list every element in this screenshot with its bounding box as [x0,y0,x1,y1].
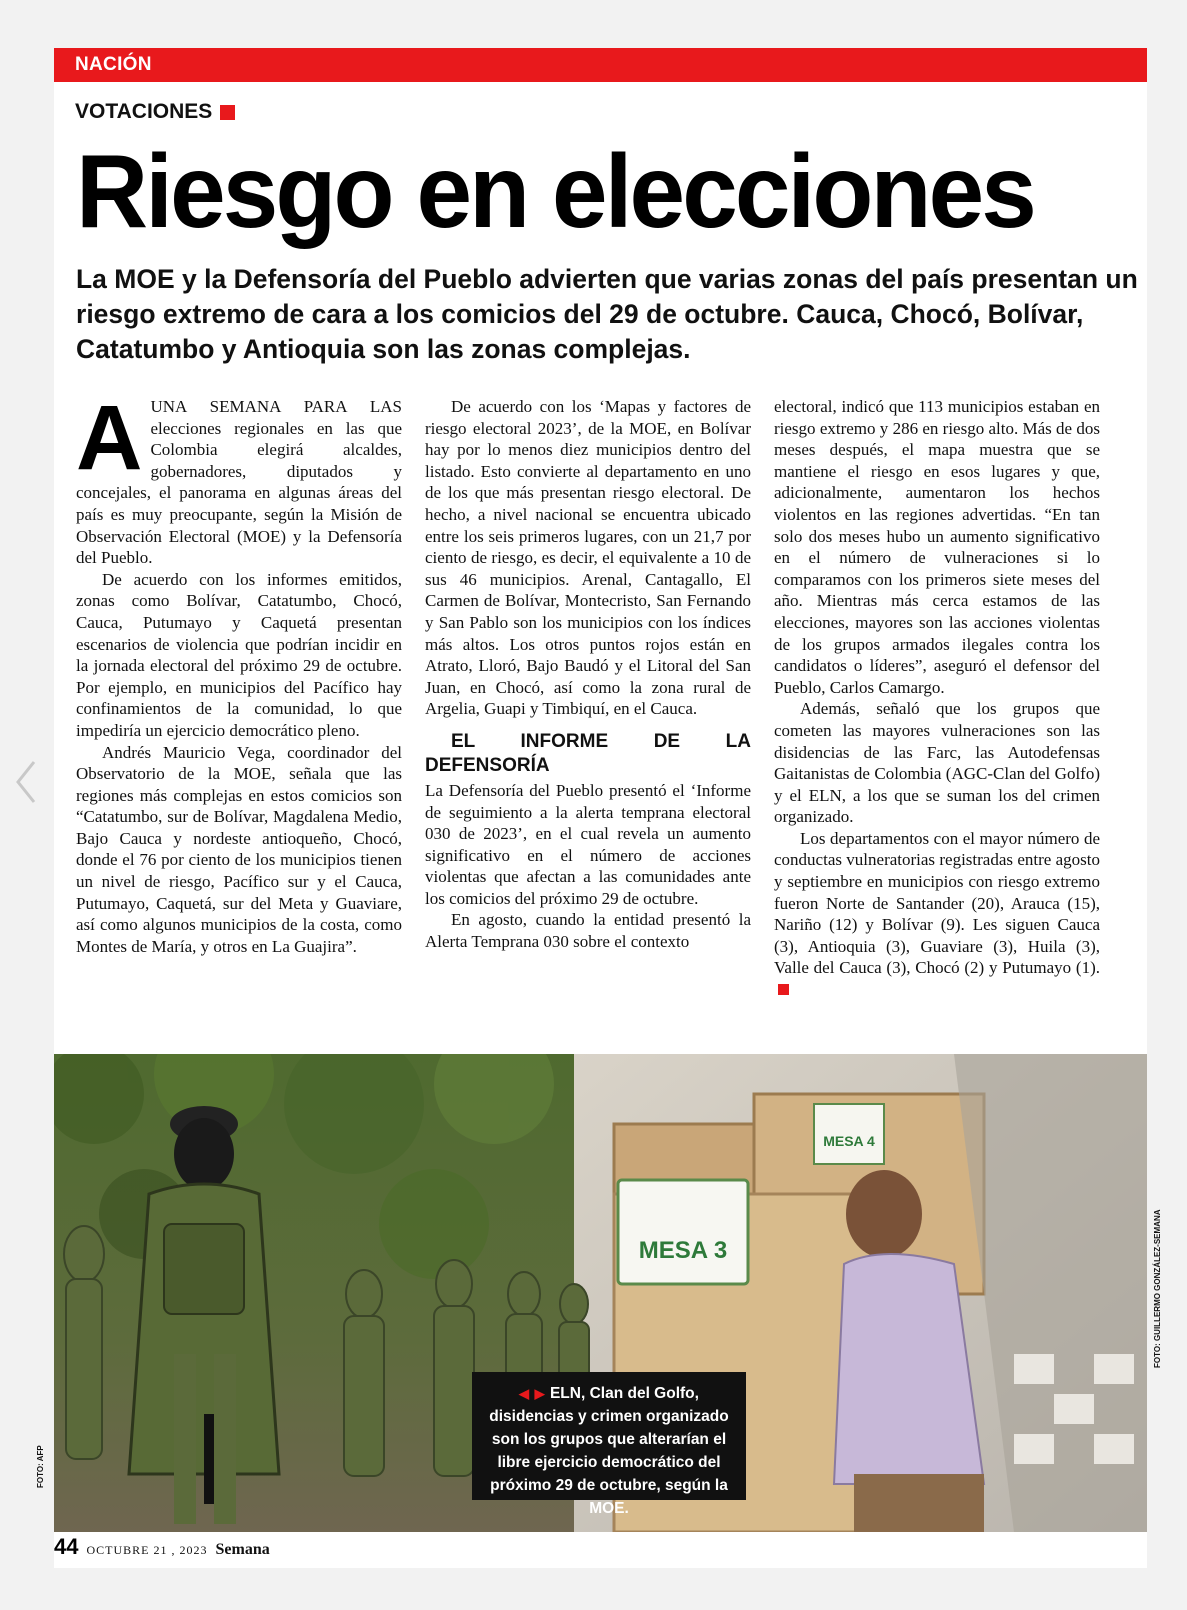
end-mark-icon [778,984,789,995]
paragraph-7: Además, señaló que los grupos que cometen las mayores vulneraciones son las disidencias de las Farc, las Autodefensas Gaitanistas de Colombia (AGC-Clan del Golfo) y el ELN, a los que se suman los del crimen organizado. [774,699,1100,827]
photo-caption [472,1372,746,1517]
paragraph-6-continued: electoral, indicó que 113 municipios estaban en riesgo extremo y 286 en riesgo alto. Más de dos meses después, el mapa muestra que se mantiene el riesgo en esos lugares y que, adicionalmente, aumentaron los hechos violentos en las regiones advertidas. “En tan solo dos meses hubo un aumento significativo en el número de vulneraciones si lo comparamos con los primeros siete meses del año. Mientras más cerca estamos de las elecciones, mayores son las acciones violentas de los grupos armados ilegales contra los candidatos o líderes”, aseguró el defensor del Pueblo, Carlos Camargo. [774,397,1100,697]
paragraph-1-lead: UNA SEMANA PARA LAS [150,397,402,416]
paragraph-4: De acuerdo con los ‘Mapas y factores de riesgo electoral 2023’, de la MOE, en Bolívar hay por lo menos diez municipios dentro del listado. Esto convierte al departamento en uno de los que más presentan riesgo electoral. De hecho, a nivel nacional se encuentra ubicado entre los seis primeros lugares, con un 21,7 por ciento de riesgo, es decir, el equivalente a 10 de sus 46 municipios. Arenal, Cantagallo, El Carmen de Bolívar, Montecristo, San Fernando y San Pablo son los municipios con los índices más altos. Los otros puntos rojos están en Atrato, Lloró, Bajo Baudó y el Litoral del San Juan, en Chocó, así como la zona rural de Argelia, Guapi y Timbiquí, en el Cauca. [425,397,751,719]
page-footer [54,1534,270,1564]
caption-arrows-icon: ◀ ▶ [519,1386,546,1401]
paragraph-5: La Defensoría del Pueblo presentó el ‘Informe de seguimiento a la alerta temprana electoral 030 de 2023’, en el cual revela un aumento significativo en el número de acciones violentas que afectan a las comunidades ante los comicios del próximo 29 de octubre. [425,780,751,908]
deck: La MOE y la Defensoría del Pueblo advierten que varias zonas del país presentan un riesgo extremo de cara a los comicios del 29 de octubre. Cauca, Chocó, Bolívar, Catatumbo y Antioquia son las zonas complejas. [76,264,1138,364]
article-column-2 [425,396,751,953]
article-column-1 [76,387,402,957]
sign-mesa-3: MESA 3 [638,1237,728,1264]
paragraph-6: En agosto, cuando la entidad presentó la Alerta Temprana 030 sobre el contexto [425,910,751,952]
paragraph-1-rest: elecciones regionales en las que Colombia elegirá alcaldes, gobernadores, diputados y concejales, el panorama en algunas áreas del país es muy preocupante, según la Misión de Observación Electoral (MOE) y la Defensoría del Pueblo. [76,418,402,568]
section-label: NACIÓN [75,54,152,75]
sign-mesa-4: MESA 4 [823,1133,875,1149]
previous-page-arrow-icon[interactable] [14,758,38,806]
kicker [75,100,235,124]
paragraph-8-text: Los departamentos con el mayor número de conductas vulneratorias registradas entre agosto y septiembre en municipios con riesgo extremo fueron Norte de Santander (20), Arauca (15), Nariño (12) y Bolívar (9). Les siguen Cauca (3), Antioquia (3), Guaviare (3), Huila (3), Valle del Cauca (3), Chocó (2) y Putumayo (1). [774,828,1100,978]
kicker-square-icon [220,105,235,120]
subhead: EL INFORME DE LA DEFENSORÍA [425,730,751,776]
photo-credit-right: FOTO: GUILLERMO GONZÁLEZ-SEMANA [1153,1209,1162,1368]
page-number: 44 [54,1534,79,1559]
magazine-page [36,48,1162,1568]
photo-credit-left: FOTO: AFP [36,1445,45,1488]
article-column-3 [774,396,1100,1001]
paragraph-1 [76,387,402,569]
kicker-label: VOTACIONES [75,100,213,123]
dropcap: A [76,387,143,489]
issue-date: OCTUBRE 21 , 2023 [86,1543,208,1557]
paragraph-2: De acuerdo con los informes emitidos, zonas como Bolívar, Catatumbo, Chocó, Cauca, Putumayo y Caquetá presentan escenarios de violencia que podrían incidir en la jornada electoral del próximo 29 de octubre. Por ejemplo, en municipios del Pacífico hay confinamientos de la comunidad, lo que impediría un ejercicio democrático pleno. [76,569,402,740]
paragraph-8 [774,828,1100,1001]
magazine-name: Semana [215,1541,270,1558]
headline: Riesgo en elecciones [76,134,1034,250]
section-bar [54,48,1147,82]
caption-text: ELN, Clan del Golfo, disidencias y crimen organizado son los grupos que alterarían el libre ejercicio democrático del próximo 29 de octubre, según la MOE. [489,1385,729,1517]
paragraph-3: Andrés Mauricio Vega, coordinador del Observatorio de la MOE, señala que las regiones más complejas en estos comicios son “Catatumbo, sur de Bolívar, Magdalena Medio, Bajo Cauca y nordeste antioqueño, Chocó, donde el 76 por ciento de los municipios tienen un nivel de riesgo, Pacífico sur y el Cauca, Putumayo, Caquetá, sur del Meta y Guaviare, así como algunos municipios de la costa, como Montes de María, y otros en La Guajira”. [76,742,402,956]
